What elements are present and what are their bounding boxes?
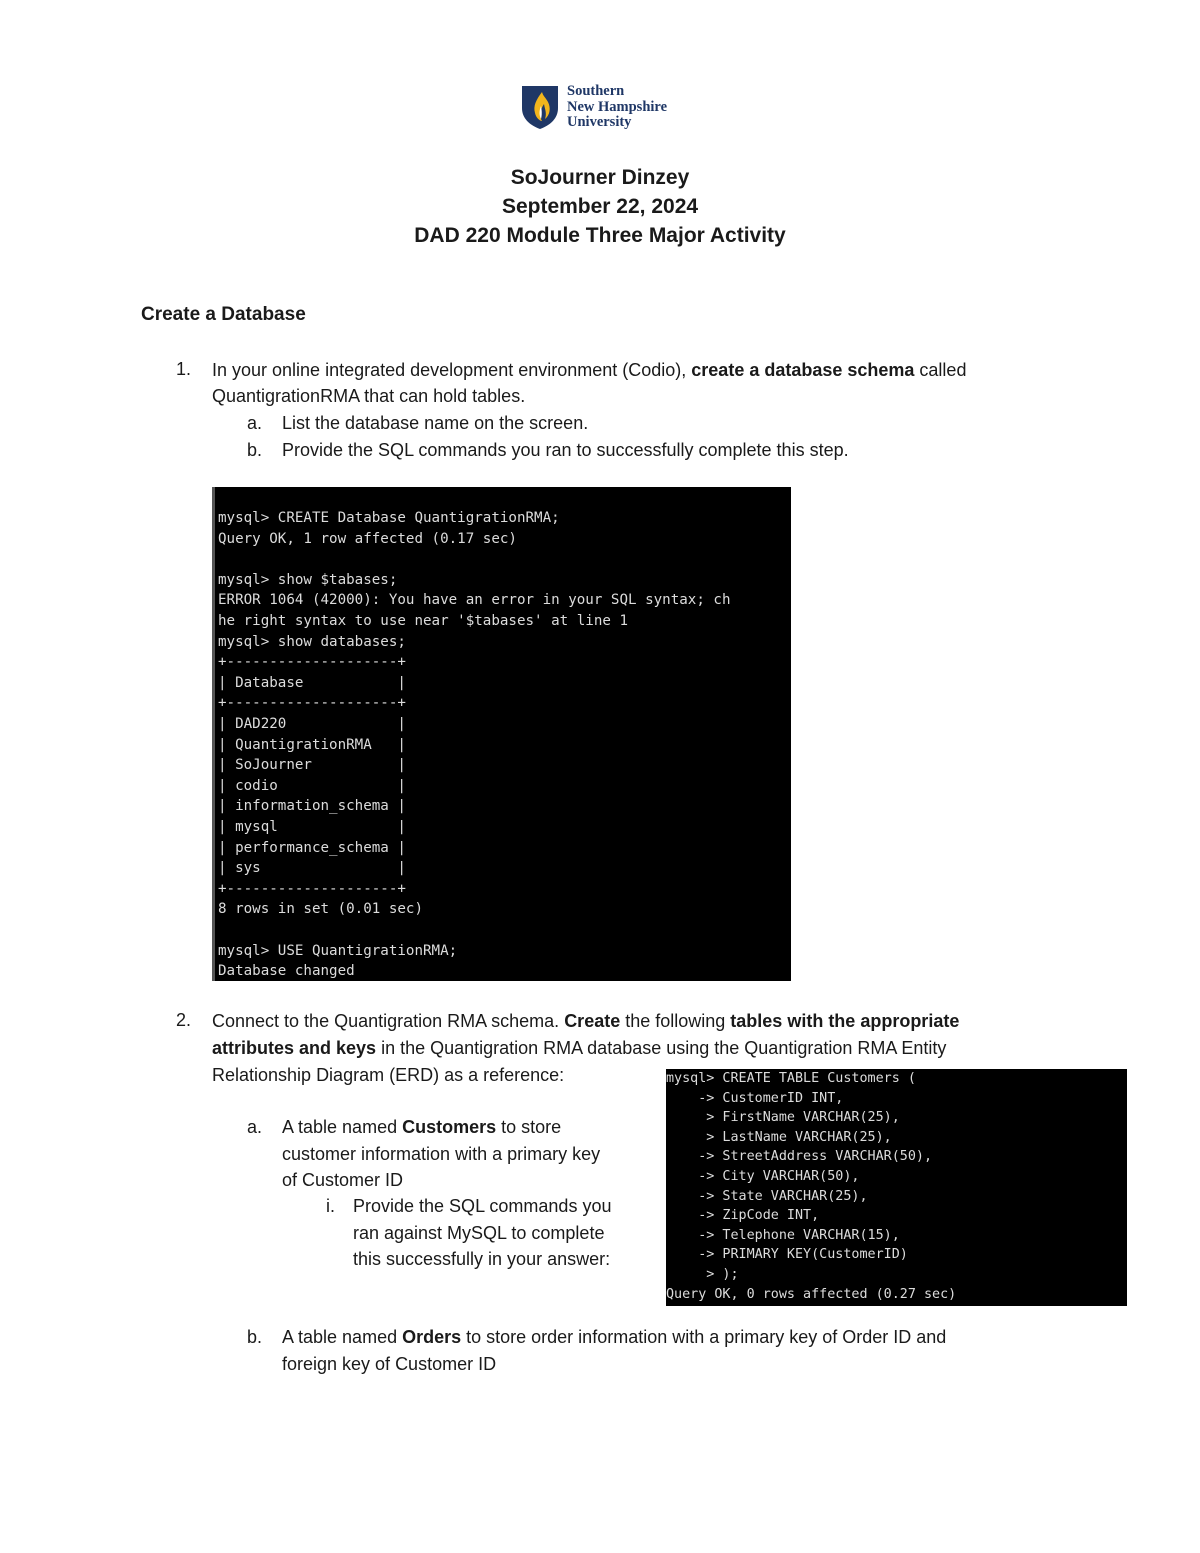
terminal-line: mysql> CREATE Database QuantigrationRMA; [218, 510, 560, 526]
item-1-text-line2: QuantigrationRMA that can hold tables. [212, 386, 526, 406]
terminal-line: | information_schema | [218, 798, 406, 814]
terminal-line: | mysql | [218, 819, 406, 835]
terminal-screenshot-create-database [212, 487, 791, 981]
terminal-line: > LastName VARCHAR(25), [666, 1130, 892, 1145]
terminal-line: -> State VARCHAR(25), [666, 1189, 868, 1204]
item-2-text-line3: Relationship Diagram (ERD) as a reference: [212, 1065, 565, 1085]
terminal-line: | sys | [218, 860, 406, 876]
item-2a-letter: a. [247, 1117, 263, 1137]
item-2b-letter: b. [247, 1327, 263, 1347]
terminal-line: > ); [666, 1267, 739, 1282]
terminal-line: -> City VARCHAR(50), [666, 1169, 860, 1184]
terminal-line: he right syntax to use near '$tabases' at line 1 [218, 613, 628, 629]
item-1-text: In your online integrated development environment (Codio), create a database schema called [212, 360, 967, 380]
item-1a-text: List the database name on the screen. [282, 413, 589, 433]
document-title: DAD 220 Module Three Major Activity [414, 224, 786, 247]
terminal-line: +--------------------+ [218, 881, 406, 897]
terminal-line: -> PRIMARY KEY(CustomerID) [666, 1247, 908, 1262]
terminal-line: +--------------------+ [218, 695, 406, 711]
terminal-line: 8 rows in set (0.01 sec) [218, 901, 423, 917]
item-1b-letter: b. [247, 440, 263, 460]
terminal-line: ERROR 1064 (42000): You have an error in your SQL syntax; ch [218, 592, 731, 608]
item-2ai-text-line2: ran against MySQL to complete [353, 1223, 605, 1243]
item-1a-letter: a. [247, 413, 263, 433]
terminal-line: Query OK, 1 row affected (0.17 sec) [218, 531, 517, 547]
terminal-line: | performance_schema | [218, 840, 406, 856]
terminal-line: mysql> USE QuantigrationRMA; [218, 943, 458, 959]
item-2-text-line1: Connect to the Quantigration RMA schema. Create the following tables with the appropriate [212, 1011, 960, 1031]
terminal-line: | Database | [218, 675, 406, 691]
item-2-number: 2. [176, 1010, 192, 1030]
item-1-number: 1. [176, 359, 192, 379]
terminal-line: | SoJourner | [218, 757, 406, 773]
item-2b-text-line1: A table named Orders to store order information with a primary key of Order ID and [282, 1327, 947, 1347]
university-logo [520, 84, 690, 132]
item-2ai-letter: i. [326, 1196, 335, 1216]
terminal-screenshot-create-table [666, 1069, 1127, 1306]
item-2a-text-line3: of Customer ID [282, 1170, 404, 1190]
terminal-line: > FirstName VARCHAR(25), [666, 1110, 900, 1125]
document-date: September 22, 2024 [501, 195, 699, 218]
terminal-line: +--------------------+ [218, 654, 406, 670]
terminal-line: | DAD220 | [218, 716, 406, 732]
terminal-line: mysql> show databases; [218, 634, 406, 650]
terminal-line: Query OK, 0 rows affected (0.27 sec) [666, 1287, 957, 1302]
author-name: SoJourner Dinzey [510, 166, 690, 189]
item-2ai-text-line1: Provide the SQL commands you [353, 1196, 612, 1216]
item-2ai-text-line3: this successfully in your answer: [353, 1249, 611, 1269]
terminal-line: -> ZipCode INT, [666, 1208, 820, 1223]
terminal-line: -> CustomerID INT, [666, 1091, 844, 1106]
terminal-line: Database changed [218, 963, 355, 979]
terminal-line: | QuantigrationRMA | [218, 737, 406, 753]
item-2-text-line2: attributes and keys in the Quantigration RMA database using the Quantigration RMA Entity [212, 1038, 947, 1058]
item-2b-text-line2: foreign key of Customer ID [282, 1354, 497, 1374]
terminal-line: | codio | [218, 778, 406, 794]
terminal-line: mysql> show $tabases; [218, 572, 398, 588]
item-2a-text-line1: A table named Customers to store [282, 1117, 562, 1137]
terminal-line: -> Telephone VARCHAR(15), [666, 1228, 900, 1243]
item-2a-text-line2: customer information with a primary key [282, 1144, 601, 1164]
terminal-line: -> StreetAddress VARCHAR(50), [666, 1149, 933, 1164]
terminal-line: mysql> CREATE TABLE Customers ( [666, 1071, 916, 1086]
section-title: Create a Database [141, 304, 306, 325]
university-name: Southern New Hampshire University [567, 83, 668, 130]
item-1b-text: Provide the SQL commands you ran to successfully complete this step. [282, 440, 849, 460]
shield-flame-icon [520, 84, 560, 130]
